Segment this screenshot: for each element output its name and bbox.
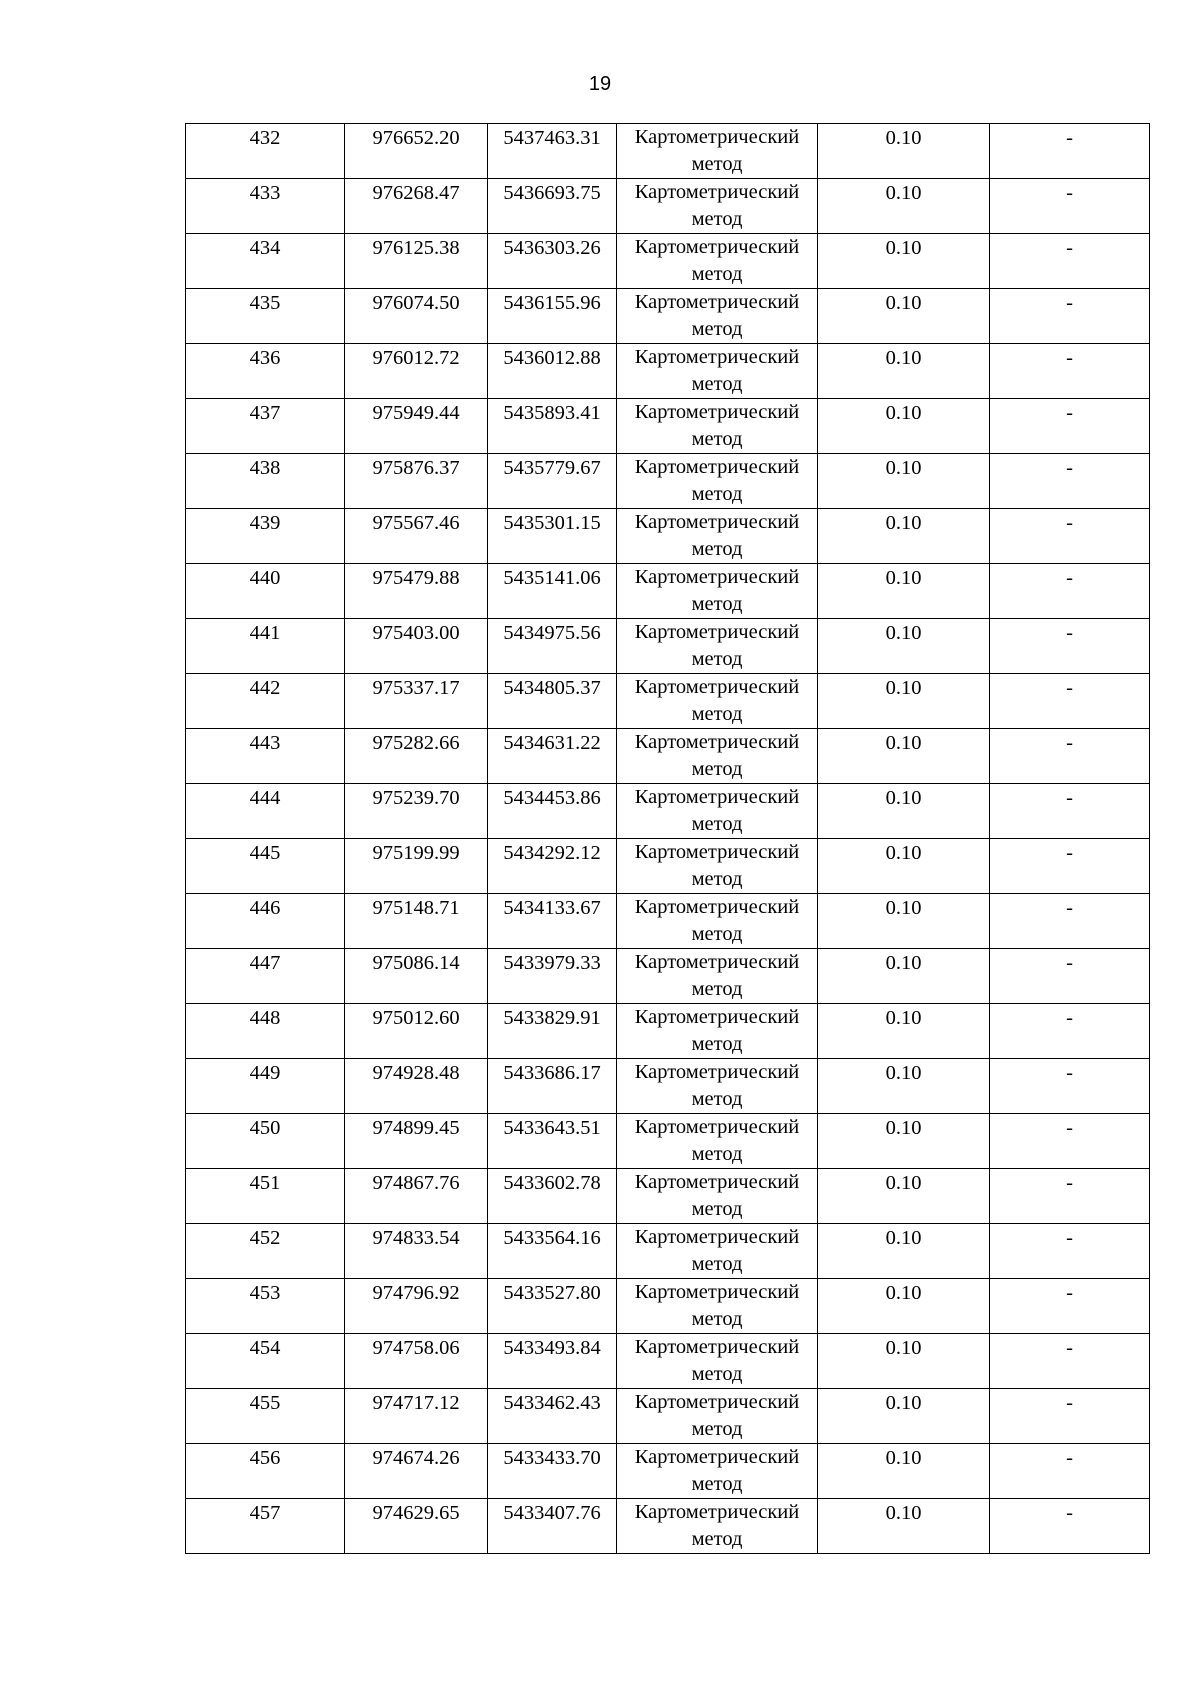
method-text-line1: Картометрический xyxy=(634,1281,800,1303)
accuracy-cell: 0.10 xyxy=(818,454,990,509)
x-coordinate-cell: 974899.45 xyxy=(345,1114,488,1169)
accuracy-cell: 0.10 xyxy=(818,1279,990,1334)
note-cell: - xyxy=(990,1004,1150,1059)
x-coordinate-cell: 975148.71 xyxy=(345,894,488,949)
note-cell: - xyxy=(990,564,1150,619)
y-coordinate-cell: 5434292.12 xyxy=(488,839,617,894)
note-cell: - xyxy=(990,729,1150,784)
method-text-line2: метод xyxy=(691,1088,743,1110)
method-text-line2: метод xyxy=(691,208,743,230)
point-number-cell: 452 xyxy=(186,1224,345,1279)
table-row xyxy=(186,894,1150,949)
note-cell: - xyxy=(990,454,1150,509)
method-cell xyxy=(617,894,818,949)
y-coordinate-cell: 5435893.41 xyxy=(488,399,617,454)
point-number-cell: 456 xyxy=(186,1444,345,1499)
y-coordinate-cell: 5433829.91 xyxy=(488,1004,617,1059)
note-cell: - xyxy=(990,509,1150,564)
note-cell: - xyxy=(990,1169,1150,1224)
method-text-line1: Картометрический xyxy=(634,951,800,973)
x-coordinate-cell: 975337.17 xyxy=(345,674,488,729)
x-coordinate-cell: 974928.48 xyxy=(345,1059,488,1114)
table-row xyxy=(186,564,1150,619)
method-text-line1: Картометрический xyxy=(634,346,800,368)
method-cell xyxy=(617,729,818,784)
accuracy-cell: 0.10 xyxy=(818,289,990,344)
method-text-line1: Картометрический xyxy=(634,676,800,698)
accuracy-cell: 0.10 xyxy=(818,619,990,674)
table-row xyxy=(186,1224,1150,1279)
note-cell: - xyxy=(990,1334,1150,1389)
method-text-line1: Картометрический xyxy=(634,1061,800,1083)
method-text-line1: Картометрический xyxy=(634,1501,800,1523)
method-text-line1: Картометрический xyxy=(634,896,800,918)
point-number-cell: 442 xyxy=(186,674,345,729)
x-coordinate-cell: 974674.26 xyxy=(345,1444,488,1499)
point-number-cell: 440 xyxy=(186,564,345,619)
method-text-line2: метод xyxy=(691,1418,743,1440)
method-text-line1: Картометрический xyxy=(634,566,800,588)
y-coordinate-cell: 5433979.33 xyxy=(488,949,617,1004)
accuracy-cell: 0.10 xyxy=(818,894,990,949)
accuracy-cell: 0.10 xyxy=(818,1334,990,1389)
accuracy-cell: 0.10 xyxy=(818,564,990,619)
accuracy-cell: 0.10 xyxy=(818,729,990,784)
note-cell: - xyxy=(990,674,1150,729)
accuracy-cell: 0.10 xyxy=(818,1114,990,1169)
y-coordinate-cell: 5433643.51 xyxy=(488,1114,617,1169)
method-text-line2: метод xyxy=(691,703,743,725)
point-number-cell: 443 xyxy=(186,729,345,784)
method-text-line1: Картометрический xyxy=(634,1006,800,1028)
point-number-cell: 436 xyxy=(186,344,345,399)
x-coordinate-cell: 975282.66 xyxy=(345,729,488,784)
table-row xyxy=(186,344,1150,399)
accuracy-cell: 0.10 xyxy=(818,179,990,234)
point-number-cell: 449 xyxy=(186,1059,345,1114)
method-text-line2: метод xyxy=(691,1198,743,1220)
table-row xyxy=(186,1444,1150,1499)
method-text-line2: метод xyxy=(691,868,743,890)
table-row xyxy=(186,1334,1150,1389)
note-cell: - xyxy=(990,399,1150,454)
x-coordinate-cell: 975086.14 xyxy=(345,949,488,1004)
point-number-cell: 439 xyxy=(186,509,345,564)
page-number: 19 xyxy=(588,73,612,95)
table-row xyxy=(186,399,1150,454)
point-number-cell: 444 xyxy=(186,784,345,839)
y-coordinate-cell: 5433407.76 xyxy=(488,1499,617,1554)
table-row xyxy=(186,674,1150,729)
method-text-line2: метод xyxy=(691,813,743,835)
accuracy-cell: 0.10 xyxy=(818,124,990,179)
method-text-line1: Картометрический xyxy=(634,621,800,643)
table-row xyxy=(186,179,1150,234)
method-text-line2: метод xyxy=(691,648,743,670)
method-text-line2: метод xyxy=(691,1473,743,1495)
point-number-cell: 437 xyxy=(186,399,345,454)
y-coordinate-cell: 5433433.70 xyxy=(488,1444,617,1499)
x-coordinate-cell: 974796.92 xyxy=(345,1279,488,1334)
table-row xyxy=(186,1114,1150,1169)
method-text-line1: Картометрический xyxy=(634,1116,800,1138)
y-coordinate-cell: 5435301.15 xyxy=(488,509,617,564)
point-number-cell: 434 xyxy=(186,234,345,289)
y-coordinate-cell: 5435141.06 xyxy=(488,564,617,619)
method-text-line2: метод xyxy=(691,318,743,340)
method-text-line1: Картометрический xyxy=(634,786,800,808)
method-text-line2: метод xyxy=(691,1033,743,1055)
note-cell: - xyxy=(990,289,1150,344)
method-cell xyxy=(617,1444,818,1499)
x-coordinate-cell: 975876.37 xyxy=(345,454,488,509)
y-coordinate-cell: 5433602.78 xyxy=(488,1169,617,1224)
table-row xyxy=(186,1389,1150,1444)
method-text-line1: Картометрический xyxy=(634,126,800,148)
accuracy-cell: 0.10 xyxy=(818,1004,990,1059)
method-cell xyxy=(617,1169,818,1224)
y-coordinate-cell: 5436693.75 xyxy=(488,179,617,234)
note-cell: - xyxy=(990,894,1150,949)
y-coordinate-cell: 5433686.17 xyxy=(488,1059,617,1114)
accuracy-cell: 0.10 xyxy=(818,1224,990,1279)
y-coordinate-cell: 5436303.26 xyxy=(488,234,617,289)
table-row xyxy=(186,619,1150,674)
method-text-line2: метод xyxy=(691,373,743,395)
method-text-line1: Картометрический xyxy=(634,1171,800,1193)
note-cell: - xyxy=(990,1279,1150,1334)
coordinates-table-body xyxy=(186,124,1150,1554)
method-text-line2: метод xyxy=(691,978,743,1000)
y-coordinate-cell: 5434805.37 xyxy=(488,674,617,729)
method-cell xyxy=(617,1114,818,1169)
method-cell xyxy=(617,179,818,234)
x-coordinate-cell: 974629.65 xyxy=(345,1499,488,1554)
method-text-line2: метод xyxy=(691,1363,743,1385)
table-row xyxy=(186,729,1150,784)
note-cell: - xyxy=(990,1389,1150,1444)
x-coordinate-cell: 976268.47 xyxy=(345,179,488,234)
method-text-line2: метод xyxy=(691,1143,743,1165)
table-row xyxy=(186,1169,1150,1224)
method-text-line1: Картометрический xyxy=(634,456,800,478)
point-number-cell: 451 xyxy=(186,1169,345,1224)
method-text-line2: метод xyxy=(691,428,743,450)
note-cell: - xyxy=(990,949,1150,1004)
method-cell xyxy=(617,454,818,509)
point-number-cell: 447 xyxy=(186,949,345,1004)
point-number-cell: 438 xyxy=(186,454,345,509)
x-coordinate-cell: 976012.72 xyxy=(345,344,488,399)
method-text-line1: Картометрический xyxy=(634,511,800,533)
x-coordinate-cell: 975012.60 xyxy=(345,1004,488,1059)
accuracy-cell: 0.10 xyxy=(818,234,990,289)
note-cell: - xyxy=(990,839,1150,894)
table-row xyxy=(186,289,1150,344)
method-cell xyxy=(617,124,818,179)
point-number-cell: 433 xyxy=(186,179,345,234)
method-text-line2: метод xyxy=(691,758,743,780)
method-text-line1: Картометрический xyxy=(634,1446,800,1468)
note-cell: - xyxy=(990,784,1150,839)
note-cell: - xyxy=(990,1224,1150,1279)
method-text-line1: Картометрический xyxy=(634,1336,800,1358)
y-coordinate-cell: 5436012.88 xyxy=(488,344,617,399)
method-cell xyxy=(617,674,818,729)
point-number-cell: 441 xyxy=(186,619,345,674)
method-cell xyxy=(617,1224,818,1279)
accuracy-cell: 0.10 xyxy=(818,1059,990,1114)
note-cell: - xyxy=(990,619,1150,674)
note-cell: - xyxy=(990,1114,1150,1169)
method-text-line2: метод xyxy=(691,1308,743,1330)
point-number-cell: 455 xyxy=(186,1389,345,1444)
y-coordinate-cell: 5437463.31 xyxy=(488,124,617,179)
method-cell xyxy=(617,399,818,454)
method-text-line1: Картометрический xyxy=(634,181,800,203)
method-text-line2: метод xyxy=(691,1528,743,1550)
y-coordinate-cell: 5433462.43 xyxy=(488,1389,617,1444)
accuracy-cell: 0.10 xyxy=(818,509,990,564)
point-number-cell: 454 xyxy=(186,1334,345,1389)
point-number-cell: 435 xyxy=(186,289,345,344)
method-text-line1: Картометрический xyxy=(634,841,800,863)
x-coordinate-cell: 975239.70 xyxy=(345,784,488,839)
method-text-line2: метод xyxy=(691,593,743,615)
y-coordinate-cell: 5434133.67 xyxy=(488,894,617,949)
method-cell xyxy=(617,1334,818,1389)
y-coordinate-cell: 5433493.84 xyxy=(488,1334,617,1389)
method-cell xyxy=(617,1059,818,1114)
point-number-cell: 445 xyxy=(186,839,345,894)
accuracy-cell: 0.10 xyxy=(818,1169,990,1224)
method-cell xyxy=(617,1004,818,1059)
y-coordinate-cell: 5433527.80 xyxy=(488,1279,617,1334)
accuracy-cell: 0.10 xyxy=(818,1499,990,1554)
method-text-line1: Картометрический xyxy=(634,1226,800,1248)
y-coordinate-cell: 5436155.96 xyxy=(488,289,617,344)
note-cell: - xyxy=(990,1059,1150,1114)
accuracy-cell: 0.10 xyxy=(818,949,990,1004)
y-coordinate-cell: 5434453.86 xyxy=(488,784,617,839)
x-coordinate-cell: 975479.88 xyxy=(345,564,488,619)
method-cell xyxy=(617,784,818,839)
method-text-line1: Картометрический xyxy=(634,236,800,258)
method-text-line2: метод xyxy=(691,153,743,175)
table-row xyxy=(186,1059,1150,1114)
method-cell xyxy=(617,289,818,344)
table-row xyxy=(186,509,1150,564)
y-coordinate-cell: 5434631.22 xyxy=(488,729,617,784)
x-coordinate-cell: 976125.38 xyxy=(345,234,488,289)
point-number-cell: 448 xyxy=(186,1004,345,1059)
y-coordinate-cell: 5433564.16 xyxy=(488,1224,617,1279)
x-coordinate-cell: 975199.99 xyxy=(345,839,488,894)
accuracy-cell: 0.10 xyxy=(818,1389,990,1444)
method-cell xyxy=(617,234,818,289)
y-coordinate-cell: 5434975.56 xyxy=(488,619,617,674)
table-row xyxy=(186,1499,1150,1554)
accuracy-cell: 0.10 xyxy=(818,1444,990,1499)
method-cell xyxy=(617,509,818,564)
note-cell: - xyxy=(990,179,1150,234)
method-text-line1: Картометрический xyxy=(634,731,800,753)
method-text-line2: метод xyxy=(691,538,743,560)
note-cell: - xyxy=(990,234,1150,289)
method-cell xyxy=(617,1279,818,1334)
y-coordinate-cell: 5435779.67 xyxy=(488,454,617,509)
point-number-cell: 450 xyxy=(186,1114,345,1169)
x-coordinate-cell: 975567.46 xyxy=(345,509,488,564)
table-row xyxy=(186,839,1150,894)
method-cell xyxy=(617,1389,818,1444)
point-number-cell: 432 xyxy=(186,124,345,179)
x-coordinate-cell: 975403.00 xyxy=(345,619,488,674)
method-text-line1: Картометрический xyxy=(634,1391,800,1413)
note-cell: - xyxy=(990,124,1150,179)
method-cell xyxy=(617,839,818,894)
method-text-line1: Картометрический xyxy=(634,401,800,423)
x-coordinate-cell: 976652.20 xyxy=(345,124,488,179)
method-text-line2: метод xyxy=(691,1253,743,1275)
accuracy-cell: 0.10 xyxy=(818,839,990,894)
method-text-line1: Картометрический xyxy=(634,291,800,313)
accuracy-cell: 0.10 xyxy=(818,399,990,454)
point-number-cell: 457 xyxy=(186,1499,345,1554)
accuracy-cell: 0.10 xyxy=(818,344,990,399)
x-coordinate-cell: 976074.50 xyxy=(345,289,488,344)
table-row xyxy=(186,234,1150,289)
note-cell: - xyxy=(990,1499,1150,1554)
method-text-line2: метод xyxy=(691,483,743,505)
point-number-cell: 446 xyxy=(186,894,345,949)
method-text-line2: метод xyxy=(691,263,743,285)
method-cell xyxy=(617,619,818,674)
x-coordinate-cell: 974833.54 xyxy=(345,1224,488,1279)
coordinates-table xyxy=(185,123,1150,1554)
method-cell xyxy=(617,344,818,399)
note-cell: - xyxy=(990,1444,1150,1499)
method-cell xyxy=(617,564,818,619)
note-cell: - xyxy=(990,344,1150,399)
accuracy-cell: 0.10 xyxy=(818,784,990,839)
table-row xyxy=(186,949,1150,1004)
method-cell xyxy=(617,1499,818,1554)
accuracy-cell: 0.10 xyxy=(818,674,990,729)
x-coordinate-cell: 974758.06 xyxy=(345,1334,488,1389)
table-row xyxy=(186,1004,1150,1059)
method-cell xyxy=(617,949,818,1004)
point-number-cell: 453 xyxy=(186,1279,345,1334)
x-coordinate-cell: 974867.76 xyxy=(345,1169,488,1224)
table-row xyxy=(186,124,1150,179)
table-row xyxy=(186,1279,1150,1334)
table-row xyxy=(186,784,1150,839)
x-coordinate-cell: 975949.44 xyxy=(345,399,488,454)
table-row xyxy=(186,454,1150,509)
method-text-line2: метод xyxy=(691,923,743,945)
x-coordinate-cell: 974717.12 xyxy=(345,1389,488,1444)
